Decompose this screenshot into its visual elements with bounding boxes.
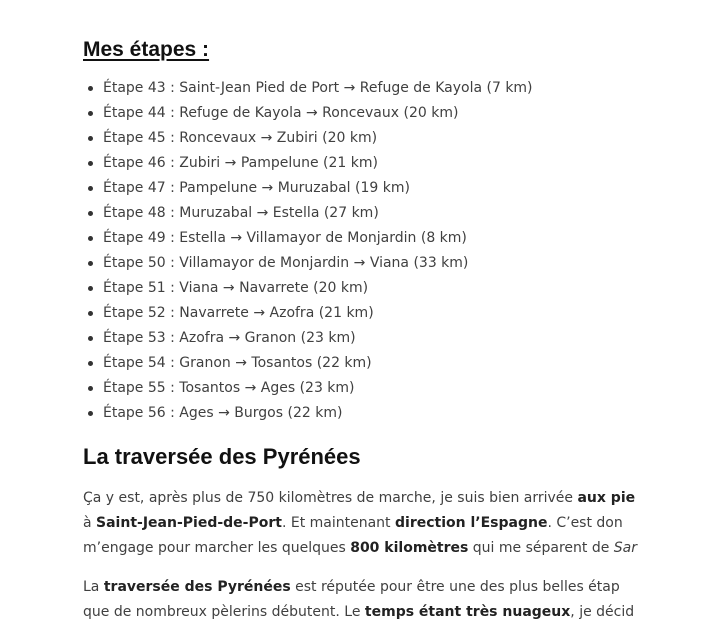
list-item: Étape 56 : Ages → Burgos (22 km) [83,401,683,426]
steps-heading: Mes étapes : [83,38,210,61]
text: . Et maintenant [281,515,395,531]
text: La [83,579,104,595]
text: à [83,515,97,531]
paragraph-line [83,600,703,625]
bold-text: traversée des Pyrénées [103,579,291,595]
steps-list [83,76,683,426]
text: que de nombreux pèlerins débutent. Le [83,604,365,620]
list-item: Étape 45 : Roncevaux → Zubiri (20 km) [83,126,683,151]
list-item: Étape 53 : Azofra → Granon (23 km) [83,326,683,351]
bold-text: direction l’Espagne [395,515,548,531]
list-item: Étape 43 : Saint-Jean Pied de Port → Refuge de Kayola (7 km) [83,76,683,101]
list-item: Étape 50 : Villamayor de Monjardin → Viana (33 km) [83,251,683,276]
list-item: Étape 54 : Granon → Tosantos (22 km) [83,351,683,376]
italic-text: Sar [613,540,638,556]
list-item: Étape 48 : Muruzabal → Estella (27 km) [83,201,683,226]
text: qui me séparent de [468,540,614,556]
text: Ça y est, après plus de 750 kilomètres de marche, je suis bien arrivée [83,490,578,506]
text: . C’est don [547,515,623,531]
section-title: La traversée des Pyrénées [83,444,361,469]
bold-text: Saint-Jean-Pied-de-Port [96,515,282,531]
paragraph-line [83,575,703,600]
list-item: Étape 46 : Zubiri → Pampelune (21 km) [83,151,683,176]
list-item: Étape 49 : Estella → Villamayor de Monjardin (8 km) [83,226,683,251]
bold-text: 800 kilomètres [350,540,469,556]
bold-text: aux pie [577,490,636,506]
paragraph-line [83,536,703,561]
list-item: Étape 52 : Navarrete → Azofra (21 km) [83,301,683,326]
paragraph-1 [83,486,703,561]
bold-text: temps étant très nuageux [364,604,571,620]
text: , je décid [570,604,635,620]
paragraph-2 [83,575,703,625]
list-item: Étape 55 : Tosantos → Ages (23 km) [83,376,683,401]
list-item: Étape 47 : Pampelune → Muruzabal (19 km) [83,176,683,201]
text: est réputée pour être une des plus belles étap [290,579,620,595]
list-item: Étape 44 : Refuge de Kayola → Roncevaux (20 km) [83,101,683,126]
paragraph-line [83,511,703,536]
text: m’engage pour marcher les quelques [83,540,351,556]
list-item: Étape 51 : Viana → Navarrete (20 km) [83,276,683,301]
paragraph-line [83,486,703,511]
article-content [83,34,683,625]
